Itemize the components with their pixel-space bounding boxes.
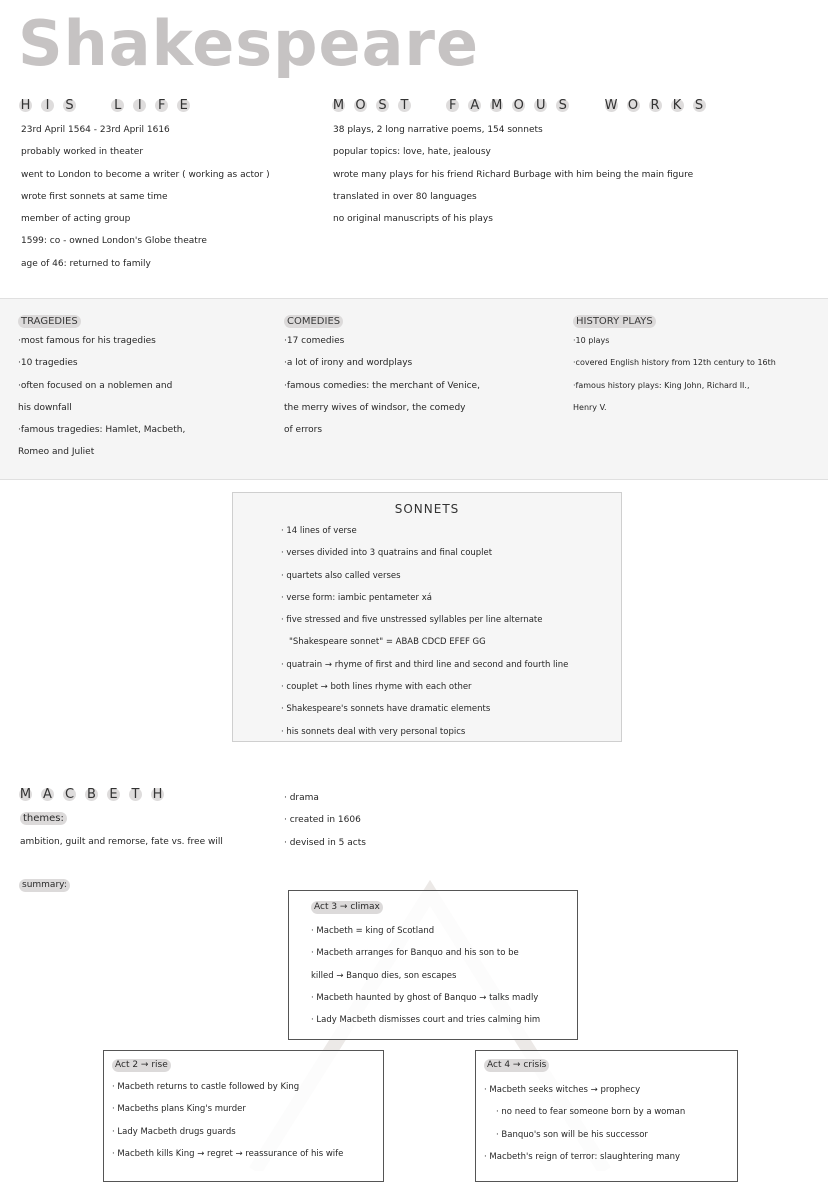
list-item: · Macbeth kills King → regret → reassurance of his wife bbox=[112, 1148, 344, 1159]
comedies-section bbox=[284, 315, 480, 441]
list-item: 38 plays, 2 long narrative poems, 154 sonnets bbox=[333, 125, 543, 135]
list-item: the merry wives of windsor, the comedy bbox=[284, 402, 466, 413]
themes-label: themes: bbox=[20, 812, 67, 825]
list-item: probably worked in theater bbox=[21, 147, 144, 158]
list-item: ·famous comedies: the merchant of Venice, bbox=[284, 380, 480, 391]
list-item: of errors bbox=[284, 425, 323, 436]
list-item: · Macbeth = king of Scotland bbox=[311, 926, 435, 936]
list-item: · Macbeth haunted by ghost of Banquo → talks madly bbox=[311, 992, 539, 1003]
comedies-heading: COMEDIES bbox=[284, 315, 343, 328]
list-item: no original manuscripts of his plays bbox=[333, 214, 493, 225]
list-item: ·often focused on a noblemen and bbox=[18, 380, 173, 391]
act3-box bbox=[288, 890, 578, 1040]
his-life-list bbox=[21, 119, 270, 275]
list-item: Henry V. bbox=[573, 402, 607, 412]
list-item: ·famous history plays: King John, Richard II., bbox=[573, 380, 750, 390]
list-item: ·10 plays bbox=[573, 336, 610, 345]
list-item: popular topics: love, hate, jealousy bbox=[333, 147, 491, 158]
list-item: · Macbeth's reign of terror: slaughtering many bbox=[484, 1151, 681, 1162]
macbeth-heading: M A C B E T H bbox=[19, 787, 163, 802]
list-item: · quatrain → rhyme of first and third line and second and fourth line bbox=[281, 659, 569, 670]
act2-title: Act 2 → rise bbox=[112, 1059, 171, 1072]
list-item: · Macbeth seeks witches → prophecy bbox=[484, 1085, 641, 1095]
sonnets-heading: SONNETS bbox=[394, 502, 460, 516]
list-item: · five stressed and five unstressed syllables per line alternate bbox=[281, 615, 543, 626]
list-item: 1599: co - owned London's Globe theatre bbox=[21, 236, 207, 247]
famous-works-heading: M O S T F A M O U S W O R K S bbox=[332, 98, 715, 113]
tragedies-section bbox=[18, 315, 185, 464]
act4-title: Act 4 → crisis bbox=[484, 1059, 549, 1072]
list-item: ·10 tragedies bbox=[18, 358, 78, 369]
list-item: · Banquo's son will be his successor bbox=[496, 1129, 648, 1140]
list-item: ·most famous for his tragedies bbox=[18, 336, 156, 346]
list-item: · no need to fear someone born by a woman bbox=[496, 1107, 686, 1118]
act4-box bbox=[475, 1050, 738, 1182]
list-item: "Shakespeare sonnet" = ABAB CDCD EFEF GG bbox=[289, 637, 486, 648]
list-item: · verses divided into 3 quatrains and final couplet bbox=[281, 548, 493, 559]
his-life-heading: H I S L I F E bbox=[19, 98, 199, 113]
list-item: ·famous tragedies: Hamlet, Macbeth, bbox=[18, 425, 186, 436]
act3-title: Act 3 → climax bbox=[311, 901, 383, 914]
list-item: · Lady Macbeth dismisses court and tries calming him bbox=[311, 1015, 541, 1026]
famous-works-list bbox=[333, 119, 693, 230]
macbeth-facts bbox=[284, 787, 366, 854]
list-item: wrote first sonnets at same time bbox=[21, 191, 168, 202]
list-item: his downfall bbox=[18, 402, 72, 413]
page-title: Shakespeare bbox=[18, 7, 480, 80]
list-item: translated in over 80 languages bbox=[333, 191, 477, 202]
list-item: · couplet → both lines rhyme with each other bbox=[281, 682, 472, 693]
list-item: Romeo and Juliet bbox=[18, 447, 95, 458]
list-item: went to London to become a writer ( working as actor ) bbox=[21, 169, 270, 180]
themes-text: ambition, guilt and remorse, fate vs. free will bbox=[20, 837, 223, 847]
summary-label-wrap bbox=[19, 879, 70, 892]
act2-box bbox=[103, 1050, 384, 1182]
list-item: · quartets also called verses bbox=[281, 570, 401, 581]
list-item: ·17 comedies bbox=[284, 336, 345, 346]
list-item: · his sonnets deal with very personal topics bbox=[281, 726, 466, 737]
list-item: ·covered English history from 12th century to 16th bbox=[573, 358, 776, 368]
list-item: · Macbeths plans King's murder bbox=[112, 1104, 246, 1115]
list-item: killed → Banquo dies, son escapes bbox=[311, 970, 457, 981]
list-item: member of acting group bbox=[21, 214, 131, 225]
list-item: ·a lot of irony and wordplays bbox=[284, 358, 413, 369]
history-plays-heading: HISTORY PLAYS bbox=[573, 315, 656, 328]
list-item: 23rd April 1564 - 23rd April 1616 bbox=[21, 125, 170, 135]
list-item: · Macbeth arranges for Banquo and his son to be bbox=[311, 948, 519, 959]
list-item: · Macbeth returns to castle followed by King bbox=[112, 1082, 300, 1092]
list-item: · devised in 5 acts bbox=[284, 837, 366, 848]
list-item: · Shakespeare's sonnets have dramatic elements bbox=[281, 704, 491, 715]
tragedies-heading: TRAGEDIES bbox=[18, 315, 81, 328]
summary-label: summary: bbox=[19, 879, 70, 892]
list-item: · drama bbox=[284, 793, 319, 803]
history-plays-section bbox=[573, 315, 776, 419]
list-item: · Lady Macbeth drugs guards bbox=[112, 1126, 236, 1137]
list-item: age of 46: returned to family bbox=[21, 258, 151, 269]
list-item: · 14 lines of verse bbox=[281, 526, 357, 536]
list-item: · verse form: iambic pentameter xá bbox=[281, 592, 432, 603]
list-item: wrote many plays for his friend Richard Burbage with him being the main figure bbox=[333, 169, 694, 180]
list-item: · created in 1606 bbox=[284, 815, 361, 826]
themes-label-wrap bbox=[20, 812, 67, 825]
sonnets-box bbox=[232, 492, 622, 742]
